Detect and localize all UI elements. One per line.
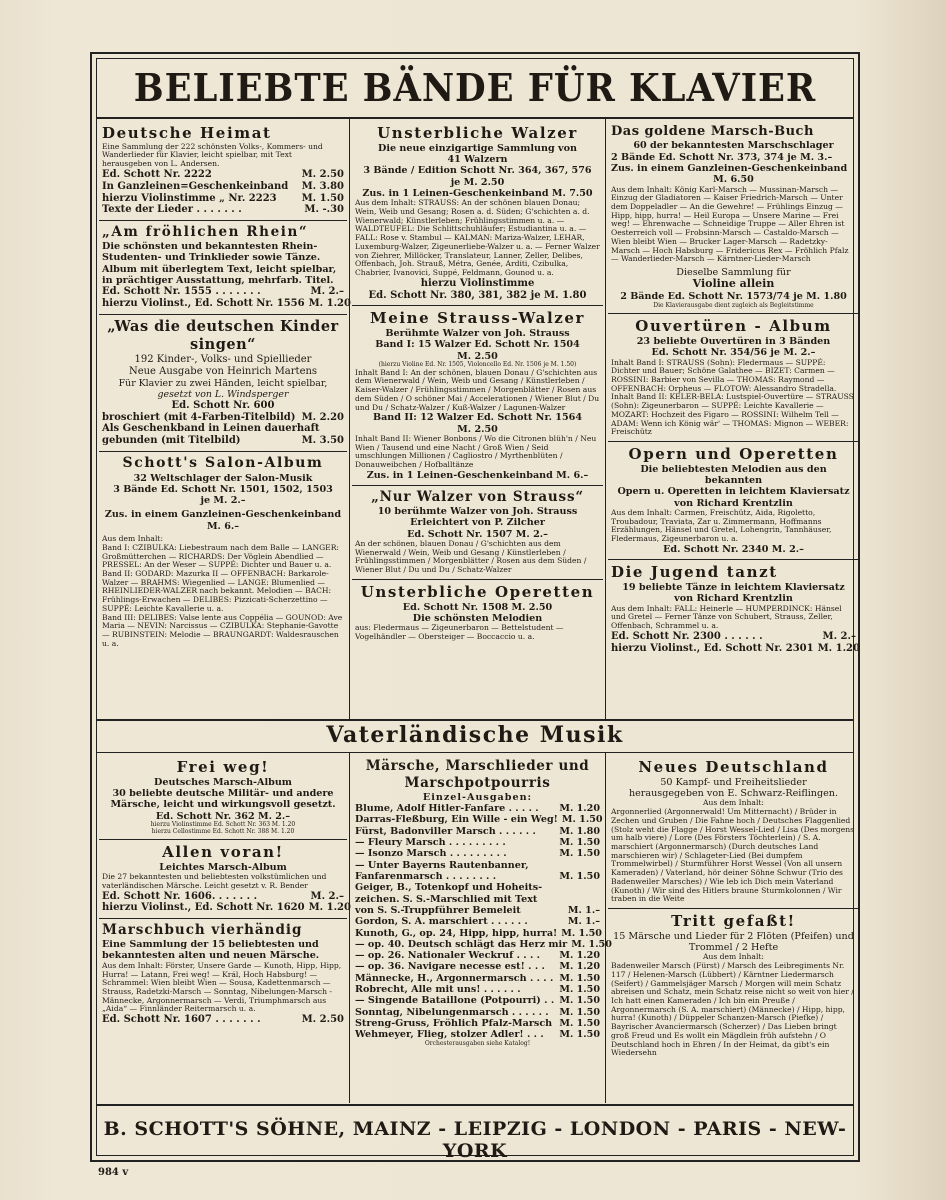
- line: 3 Bände / Edition Schott Nr. 364, 367, 576: [363, 165, 592, 177]
- line: Die beliebtesten Melodien aus den bekannten: [640, 463, 827, 487]
- line: Aus dem Inhalt:: [702, 952, 764, 962]
- contents: Inhalt Band I: STRAUSS (Sohn): Fledermaus — SUPPÉ: Dichter und Bauer; Schöne Galathee — BIZET: Carmen — ROSSINI: Barbier von Sevilla — THOMAS: Raymond — OFFENBACH: Orpheus — FLOTOW: Alessandro Stradella. Inhalt Band II: KELER-BELA: Lustspiel-Ouvertüre — STRAUSS (Sohn): Zigeunerbaron — SUPPÉ: Leichte Kavallerie — MOZART: Hochzeit des Figaro — ROSSINI: Wilhelm Tell — ADAM: Wenn ich König wär' — THOMAS: Mignon — WEBER: Freischütz: [611, 357, 854, 437]
- allen-voran-section: [99, 840, 351, 919]
- advertisement-inner-frame: [96, 58, 860, 1162]
- marsch-row: Streng-Gruss, Fröhlich Pfalz-Marsch M. 1.50: [355, 1018, 600, 1029]
- marschbuch-vierhaendig-section: [99, 919, 347, 1030]
- column-divider-1: [349, 119, 350, 719]
- line: Dieselbe Sammlung für: [676, 266, 791, 278]
- tritt-gefasst-section: [608, 909, 859, 1062]
- line: (hierzu Violine Ed. Nr. 1505, Violoncello Ed. Nr. 1506 je M. 1.50): [378, 361, 577, 369]
- line: Ed. Schott Nr. 600: [171, 399, 275, 411]
- column-3: [608, 121, 859, 717]
- section-title: Unsterbliche Walzer: [377, 124, 578, 142]
- line: hierzu Violinstimme: [420, 277, 535, 289]
- section-title: „Am fröhlichen Rhein“: [102, 224, 309, 241]
- line: Erleichtert von P. Zilcher: [410, 517, 545, 529]
- vaterland-column-2: [352, 755, 612, 1103]
- section-title: Neues Deutschland: [638, 758, 829, 776]
- line: Violine allein: [692, 277, 775, 291]
- contents: Aus dem Inhalt: STRAUSS: An der schönen blauen Donau; Wein, Weib und Gesang; Rosen a. d. Süden; G'schichten a. d. Wienerwald; Künstlerleben; Frühlingsstimmen u. a. — WALDTEUFEL: Die Schlittschuhläufer; Estudiantina u. a. — FALL: Rose v. Stambul — KALMAN: Mariza-Walzer, LEHAR, Luxemburg-Walzer, Zigeunerliebe-Walzer u. a. — Ferner Walzer von Ziehrer, Millöcker, Translateur, Lanner, Zeller, Delibes, Offenbach, Joh. Strauß, Métra, Genée, Arditi, Czibulka, Chabrier, Ivanovici, Suppé, Feldmann, Gounod u. a.: [355, 198, 600, 278]
- line: Berühmte Walzer von Joh. Strauss: [385, 328, 570, 340]
- line: Zus. in einem Ganzleinen-Geschenkeinband: [104, 509, 342, 521]
- jugend-tanzt-section: [608, 560, 859, 658]
- line: 23 beliebte Ouvertüren in 3 Bänden: [636, 335, 831, 347]
- section-title: Das goldene Marsch-Buch: [611, 124, 814, 139]
- salon-album-section: [99, 452, 347, 652]
- marsch-row: zeichen. S. S.-Marschlied mit Text: [355, 893, 538, 905]
- line: M. 6.–: [206, 520, 240, 532]
- price-row: hierzu Violinst., Ed. Schott Nr. 1556 M. 1.20: [102, 298, 351, 310]
- section-title: Schott's Salon-Album: [122, 455, 324, 472]
- section-title: Meine Strauss-Walzer: [369, 309, 586, 328]
- line: M. 2.50: [457, 350, 498, 362]
- line: von Richard Krentzlin: [674, 593, 793, 605]
- marsch-row: — op. 26. Nationaler Weckruf . . . . M. 1.20: [355, 950, 600, 962]
- contents: Aus dem Inhalt: Carmen, Freischütz, Aida, Rigoletto, Troubadour, Traviata, Zar u. Zimmermann, Hoffmanns Erzählungen, Hänsel und Gretel, Lohengrin, Tannhäuser, Fledermaus, Zigeunerbaron u. a.: [611, 508, 832, 544]
- section-description: Die 27 bekanntesten und beliebtesten volkstümlichen und vaterländischen Märsche. Leicht gesetzt v. R. Bender: [102, 872, 327, 890]
- contents-band-3: Band III: DELIBES: Valse lente aus Coppélia — GOUNOD: Ave Maria — NEVIN: Narcissus — CZIBULKA: Stephanie-Gavotte — RUBINSTEIN: Melodie — BRAUNGARDT: Waldesrauschen u. a.: [102, 612, 343, 648]
- contents: Aus dem Inhalt: FALL: Heinerle — HUMPERDINCK: Hänsel und Gretel — Ferner Tänze von Schubert, Strauss, Zeller, Offenbach, Schrammel u. a.: [611, 603, 842, 630]
- section-title: „Nur Walzer von Strauss“: [371, 489, 584, 506]
- strauss-walzer-section: [352, 306, 603, 486]
- contents: Aus dem Inhalt: König Karl-Marsch — Mussinan-Marsch — Einzug der Gladiatoren — Kaiser Friedrich-Marsch — Unter dem Doppeladler — An die Gewehre! — Frühlings Einzug — Hipp, hipp, hurra! — Heil Europa — Unsere Marine — Frei weg! — Ehrenwache — Schneidige Truppe — Aller Ehren ist Oesterreich voll — Frobsinn-Marsch — Castaldo-Marsch — Wien bleibt Wien — Brucker Lager-Marsch — Radetzky-Marsch — Hoch Habsburg — Fridericus Rex — Fröhlich Pfalz — Wanderlieder-Marsch — Kärntner-Lieder-Marsch: [611, 184, 849, 264]
- column-divider-3: [349, 753, 350, 1103]
- line: 60 der bekanntesten Marschschlager: [633, 140, 834, 152]
- line: Opern u. Operetten in leichtem Klaviersatz: [617, 486, 850, 498]
- section-description: Eine Sammlung der 222 schönsten Volks-, Kommers- und Wanderlieder für Klavier, leicht spielbar, mit Text herausgeben von L. Andersen.: [102, 141, 323, 169]
- line: Die Klavierausgabe dient zugleich als Begleitstimme: [653, 301, 814, 309]
- marsch-row: von S. S.-Truppführer Bemeleit M. 1.–: [355, 904, 600, 916]
- contents-band-1: Inhalt Band I: An der schönen, blauen Donau / G'schichten aus dem Wienerwald / Wein, Weib und Gesang / Künstlerleben / Kaiser-Walzer / Frühlingsstimmen / Morgenblätter / Rosen aus dem Süden / O schöner Mai / Accelerationen / Wiener Blut / Du und Du / Schatz-Walzer / Kuß-Walzer / Lagunen-Walzer: [355, 367, 600, 412]
- column-1: [99, 121, 351, 717]
- line: herausgegeben von E. Schwarz-Reiflingen.: [628, 788, 839, 800]
- vaterland-divider-top: [97, 719, 853, 721]
- main-title: BELIEBTE BÄNDE FÜR KLAVIER: [133, 65, 817, 110]
- marsch-row: Darras-Fleßburg, Ein Wille - ein Weg! M. 1.50: [355, 814, 603, 826]
- line: hierzu Cellostimme Ed. Schott Nr. 388 M. 1.20: [151, 827, 295, 835]
- line: Neue Ausgabe von Heinrich Martens: [128, 365, 318, 377]
- section-title: Marschbuch vierhändig: [102, 922, 303, 939]
- contents-label: Aus dem Inhalt:: [102, 534, 164, 544]
- publisher-footer: B. SCHOTT'S SÖHNE, MAINZ - LEIPZIG - LONDON - PARIS - NEW-YORK: [103, 1118, 847, 1162]
- contents-band-1: Band I: CZIBULKA: Liebestraum nach dem Balle — LANGER: Großmütterchen — RICHARDS: Der Vöglein Abendlied — PRESSEL: An der Weser — SUPPÉ: Dichter und Bauer u. a.: [102, 542, 339, 570]
- line: Band II: 12 Walzer Ed. Schott Nr. 1564: [372, 412, 582, 424]
- line: Orchesterausgaben siehe Katalog!: [424, 1039, 531, 1047]
- marsch-row: Sonntag, Nibelungenmarsch . . . . . . M. 1.50: [355, 1006, 600, 1018]
- price-row: hierzu Violinst., Ed. Schott Nr. 2301 M. 1.20: [611, 642, 860, 654]
- marsch-row: — op. 40. Deutsch schlägt das Herz mir M. 1.50: [355, 938, 612, 950]
- marsch-row: Blume, Adolf Hitler-Fanfare . . . . . M. 1.20: [355, 803, 600, 815]
- line: Ed. Schott Nr. 354/56 je M. 2.–: [651, 347, 816, 359]
- price-row: broschiert (mit 4-Farben-Titelbild) M. 2.20: [102, 411, 344, 423]
- kinder-singen-section: [99, 315, 347, 452]
- line: 10 berühmte Walzer von Joh. Strauss: [377, 505, 578, 517]
- line: 32 Weltschlager der Salon-Musik: [133, 472, 313, 484]
- line: 19 beliebte Tänze in leichtem Klaviersatz: [622, 581, 845, 593]
- line: Zus. in 1 Leinen-Geschenkeinband M. 6.–: [366, 469, 589, 481]
- line: 50 Kampf- und Freiheitslieder: [660, 776, 807, 788]
- page-number: 984 v: [98, 1167, 129, 1178]
- deutsche-heimat-section: [99, 121, 347, 221]
- ouvertueren-album-section: [608, 314, 859, 442]
- line: Ed. Schott Nr. 2340 M. 2.–: [663, 543, 804, 555]
- section-title: Allen voran!: [162, 843, 284, 862]
- line: Zus. in 1 Leinen-Geschenkeinband M. 7.50: [362, 188, 593, 199]
- line: Die schönsten Melodien: [412, 612, 543, 624]
- price-row: hierzu Violinst., Ed. Schott Nr. 1620 M. 1.20: [102, 902, 351, 914]
- price-row: hierzu Violinstimme „ Nr. 2223 M. 1.50: [102, 192, 344, 204]
- price-row: gebunden (mit Titelbild) M. 3.50: [102, 435, 344, 447]
- line: Aus dem Inhalt:: [702, 798, 764, 808]
- unsterbliche-operetten-section: [352, 580, 603, 646]
- line: M. 2.50: [457, 423, 498, 435]
- line: 192 Kinder-, Volks- und Spiellieder: [134, 354, 312, 366]
- marsch-row: — op. 36. Navigare necesse est! . . . M. 1.20: [355, 961, 600, 973]
- marsch-row: — Singende Bataillone (Potpourri) . . M. 1.50: [355, 995, 600, 1007]
- price-row: Als Geschenkband in Leinen dauerhaft: [102, 423, 320, 435]
- contents-band-2: Inhalt Band II: Wiener Bonbons / Wo die Citronen blüh'n / Neu Wien / Tausend und eine Nacht / Groß Wien / Seid umschlungen Millionen / Cagliostro / Myrthenblüten / Donauweibchen / Hofballtänze: [355, 433, 597, 470]
- line: 2 Bände Ed. Schott Nr. 1573/74 je M. 1.80: [620, 291, 847, 303]
- section-title: Märsche, Marschlieder und Marschpotpourris: [365, 758, 590, 791]
- line: M. 6.50: [713, 174, 754, 186]
- line: Deutsches Marsch-Album: [154, 776, 292, 788]
- marsch-row: Männecke, H., Argonnermarsch . . . . M. 1.50: [355, 972, 600, 984]
- price-row: Ed. Schott Nr. 2300 . . . . . . M. 2.–: [611, 630, 856, 642]
- line: 2 Bände Ed. Schott Nr. 373, 374 je M. 3.–: [611, 151, 833, 163]
- line: 30 beliebte deutsche Militär- und andere Märsche, leicht und wirkungsvoll gesetzt.: [110, 788, 336, 811]
- price-row: Ed. Schott Nr. 1607 . . . . . . . M. 2.50: [102, 1014, 344, 1026]
- price-row: Texte der Lieder . . . . . . . M. -.30: [102, 204, 344, 216]
- neues-deutschland-section: [608, 755, 859, 909]
- advertisement-frame: [90, 52, 860, 1162]
- column-2: [352, 121, 603, 717]
- marsch-row: Wehmeyer, Flieg, stolzer Adler! . . . M. 1.50: [355, 1029, 600, 1041]
- contents: Argonnerlied (Argonnerwald! Um Mitternacht) / Brüder in Zechen und Gruben / Die Fahne hoch / Deutsches Flaggenlied (Stolz weht die Flagge / Horst Wessel-Lied / Lisa (Des morgens um halb viere) / Lore (Des Försters Töchterlein) / S. A. marschiert (Argonnermarsch) (Durch deutsches Land marschieren wir) / Schlageter-Lied (Bei dumpfem Trommelwirbel) / Sturmführer Horst Wessel (Von all unsern Kameraden) / Vaterland, hör deiner Söhne Schwur (Trio des Badenweiler Marsches) / Wie leb ich Dich mein Vaterland (Kunoth) / Wir sind des Hitlers braune Sturmkolonnen / Wir traben in die Weite: [611, 807, 855, 904]
- line: Ed. Schott Nr. 1508 M. 2.50: [402, 601, 553, 613]
- line: je M. 2.50: [450, 176, 505, 188]
- line: Ed. Schott Nr. 362 M. 2.–: [155, 810, 291, 822]
- unsterbliche-walzer-section: [352, 121, 603, 306]
- section-title: Opern und Operetten: [628, 445, 839, 463]
- maersche-section: [352, 755, 612, 1051]
- price-row: Ed. Schott Nr. 1555 . . . . . . . M. 2.–: [102, 286, 344, 298]
- marsch-buch-section: [608, 121, 859, 314]
- line: 3 Bände Ed. Schott Nr. 1501, 1502, 1503: [113, 483, 333, 495]
- line: Für Klavier zu zwei Händen, leicht spielbar,: [118, 377, 328, 389]
- contents: An der schönen, blauen Donau / G'schichten aus dem Wienerwald / Wein, Weib und Gesang / Künstlerleben / Frühlingsstimmen / Morgenblätter / Rosen aus dem Süden / Wiener Blut / Du und Du / Schatz-Walzer: [355, 538, 587, 575]
- price-row: In Ganzleinen=Geschenkeinband M. 3.80: [102, 180, 344, 192]
- marsch-row: — Isonzo Marsch . . . . . . . . . M. 1.50: [355, 848, 600, 860]
- column-divider-4: [605, 753, 606, 1103]
- section-title: Tritt gefaßt!: [671, 912, 796, 930]
- section-title: Frei weg!: [176, 758, 270, 776]
- sub-title: Einzel-Ausgaben:: [422, 791, 533, 803]
- line: 41 Walzern: [447, 154, 508, 166]
- line: Band I: 15 Walzer Ed. Schott Nr. 1504: [375, 339, 580, 351]
- section-title: Deutsche Heimat: [102, 124, 272, 142]
- vaterland-title: Vaterländische Musik: [326, 722, 624, 748]
- line: Eine Sammlung der 15 beliebtesten und bekanntesten alten und neuen Märsche.: [102, 939, 320, 962]
- contents: aus: Fledermaus — Zigeunerbaron — Bettelstudent — Vogelhändler — Obersteiger — Boccaccio u. a.: [355, 623, 564, 641]
- line: Ed. Schott Nr. 1507 M. 2.–: [407, 528, 548, 540]
- vaterland-column-1: [99, 755, 351, 1103]
- marsch-row: Geiger, B., Totenkopf und Hoheits-: [355, 882, 543, 894]
- frei-weg-section: [99, 755, 347, 840]
- title-divider: [97, 117, 853, 119]
- marsch-row: — Fleury Marsch . . . . . . . . . M. 1.50: [355, 837, 600, 848]
- section-title: Die Jugend tanzt: [611, 563, 778, 582]
- line: hierzu Violinstimme Ed. Schott Nr. 363 M. 1.20: [150, 821, 296, 828]
- line: von Richard Krentzlin: [674, 497, 793, 509]
- line: 15 Märsche und Lieder für 2 Flöten (Pfeifen) und Trommel / 2 Hefte: [613, 930, 854, 954]
- vaterland-column-3: [608, 755, 859, 1103]
- marsch-row: Gordon, S. A. marschiert . . . . . . M. 1.–: [355, 916, 600, 928]
- price-row: Ed. Schott Nr. 1606. . . . . . . M. 2.–: [102, 890, 344, 902]
- marsch-row: Kunoth, G., op. 24, Hipp, hipp, hurra! M. 1.50: [355, 927, 602, 939]
- opern-operetten-section: [608, 442, 859, 560]
- section-title: „Was die deutschen Kinder singen“: [107, 317, 339, 353]
- section-description: Die schönsten und bekanntesten Rhein-Studenten- und Trinklieder sowie Tänze. Album mit überlegtem Text, leicht spielbar, in prächtiger Ausstattung, mehrfarb. Titel.: [102, 240, 337, 286]
- marsch-row: — Unter Bayerns Rautenbanner,: [355, 859, 529, 871]
- marsch-row: Robrecht, Alle mit uns! . . . . . . M. 1.50: [355, 984, 600, 996]
- line: gesetzt von L. Windsperger: [157, 388, 289, 400]
- marsch-list: [355, 803, 612, 1041]
- marsch-row: Fanfarenmarsch . . . . . . . . M. 1.50: [355, 870, 600, 882]
- nur-walzer-section: [352, 486, 603, 580]
- section-title: Ouvertüren - Album: [635, 317, 832, 336]
- line: Die neue einzigartige Sammlung von: [378, 142, 577, 154]
- contents-band-2: Band II: GODARD: Mazurka II — OFFENBACH: Barkarole-Walzer — BRAHMS: Wiegenlied — LANGE: Blumenlied — RHEINLIEDER-WALZER nach bekannt. Melodien — BACH: Frühlings-Erwachen — DELIBES: Pizzicati-Scherzettino — SUPPÉ: Leichte Kavallerie u. a.: [102, 568, 332, 613]
- column-divider-2: [605, 119, 606, 719]
- section-title: Unsterbliche Operetten: [360, 582, 595, 601]
- footer-divider: [97, 1104, 853, 1106]
- contents: Aus dem Inhalt: Förster, Unsere Garde — Kunoth, Hipp, Hipp, Hurra! — Latann, Frei weg! — Král, Hoch Habsburg! — Schrammel: Wien bleibt Wien — Sousa, Kadettenmarsch — Strauss, Radetzki-Marsch — Sonntag, Nibelungen-Marsch - Männecke, Argonnermarsch — Verdi, Triumphmarsch aus „Aida“ — Finnländer Reitermarsch u. a.: [102, 960, 342, 1014]
- line: Leichtes Marsch-Album: [159, 861, 287, 873]
- line: Zus. in einem Ganzleinen-Geschenkeinband: [611, 162, 848, 174]
- price-row: Ed. Schott Nr. 2222 M. 2.50: [102, 168, 344, 180]
- line: Ed. Schott Nr. 380, 381, 382 je M. 1.80: [368, 289, 587, 301]
- line: je M. 2.–: [200, 495, 246, 507]
- marsch-row: Fürst, Badonviller Marsch . . . . . . M. 1.80: [355, 825, 600, 837]
- am-froehlichen-rhein-section: [99, 221, 351, 315]
- vaterland-divider: [97, 752, 853, 753]
- contents: Badenweiler Marsch (Fürst) / Marsch des Leibregiments Nr. 117 / Helenen-Marsch (Lübbert) / Kärntner Liedermarsch (Seifert) / Gammelsjäger Marsch / Morgen will mein Schatz abreisen und Schatz, mein Schatz reise nicht so weit von hier / Ich hatt einen Kameraden / Ich bin ein Preuße / Argonnermarsch (S. A. marschiert) (Männecke) / Hipp, hipp, hurra! (Kunoth) / Düppeler Schanzen-Marsch (Piefke) / Bayrischer Avanciermarsch (Scherzer) / Das Lieben bringt groß Freud und Es wollt ein Mägdlein früh aufstehn / O Deutschland hoch in Ehren / In der Heimat, da gibt's ein Wiedersehn: [611, 961, 854, 1058]
